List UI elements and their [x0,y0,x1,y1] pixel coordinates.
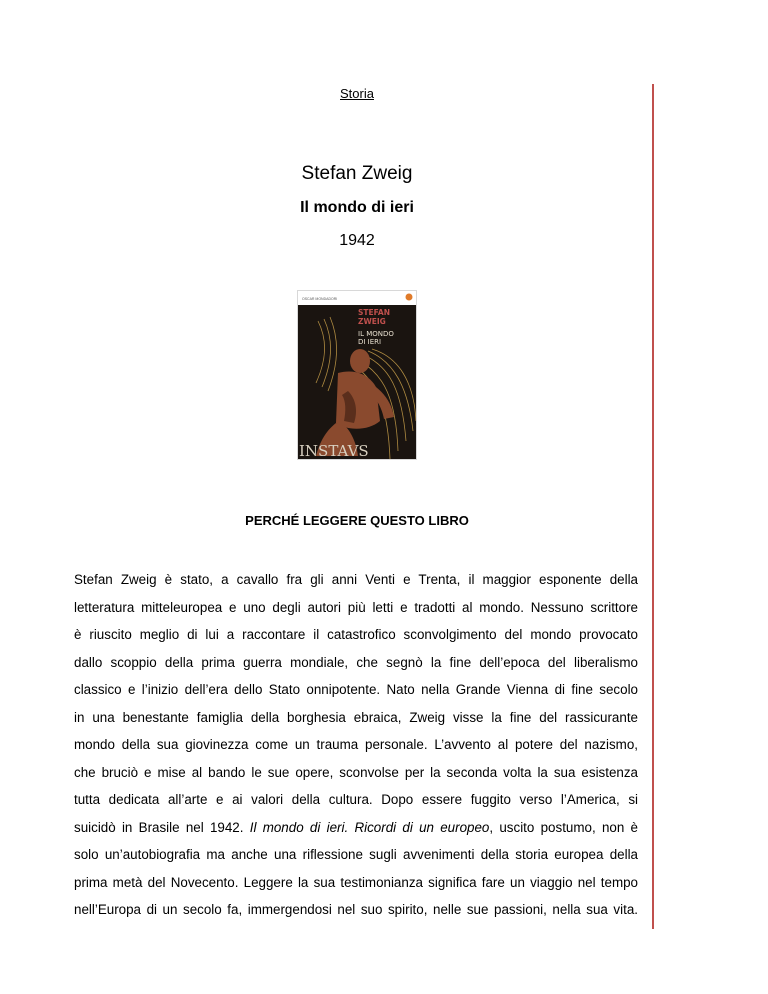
paragraph-line: classico e l’inizio dell’era dello Stato onnipotente. Nato nella Grande Vienna di fine secolo [74,682,638,697]
publication-year: 1942 [339,232,375,249]
paragraph-line: dallo scoppio della prima guerra mondiale, che segnò la fine dell’epoca del liberalismo [74,654,638,670]
paragraph-line: mondo della sua giovinezza come un trauma personale. L’avvento al potere del nazismo, [74,737,638,752]
book-title-italic: Il mondo di ieri. Ricordi di un europeo [249,819,490,835]
paragraph-line: solo un’autobiografia ma anche una riflessione sugli avvenimenti della storia europea della [74,847,638,862]
cover-title-line-1: IL MONDO [358,330,394,338]
line-text-after: , uscito postumo, non è [489,819,639,835]
cover-publisher: OSCAR MONDADORI [302,297,338,301]
book-cover-image [298,291,416,459]
paragraph-line: in una benestante famiglia della borghesia ebraica, Zweig visse la fine del rassicurante [74,709,638,725]
cover-author-line-2: ZWEIG [358,317,386,326]
paragraph-line: è riuscito meglio di lui a raccontare il catastrofico sconvolgimento del mondo provocato [74,627,638,642]
cover-bottom-lettering: INSTAVS [299,442,369,459]
paragraph-line: prima metà del Novecento. Leggere la sua testimonianza significa fare un viaggio nel tempo [74,874,638,890]
paragraph-line: Stefan Zweig è stato, a cavallo fra gli anni Venti e Trenta, il maggior esponente della [74,572,638,587]
author-name: Stefan Zweig [301,163,413,184]
paragraph-line: letteratura mitteleuropea e uno degli autori più letti e tradotti al mondo. Nessuno scrittore [74,599,638,615]
book-title: Il mondo di ieri [300,199,414,216]
line-text-before: suicidò in Brasile nel 1942. [74,819,250,835]
book-cover-illustration [298,291,416,459]
paragraph-line: che bruciò e mise al bando le sue opere, sconvolse per la seconda volta la sua esistenza [74,764,638,780]
publisher-logo-icon [406,294,413,301]
cover-author-line-1: STEFAN [358,308,390,317]
paragraph-line-with-title [74,814,638,842]
paragraph-line: nell’Europa di un secolo fa, immergendosi nel suo spirito, nelle sue passioni, nella sua vita. [74,902,638,917]
cover-title-line-2: DI IERI [358,338,382,346]
category-label: Storia [340,86,374,101]
body-paragraph [74,566,638,924]
paragraph-line: tutta dedicata all’arte e ai valori della cultura. Dopo essere fuggito verso l’America, si [74,792,638,807]
section-heading: PERCHÉ LEGGERE QUESTO LIBRO [245,513,469,528]
